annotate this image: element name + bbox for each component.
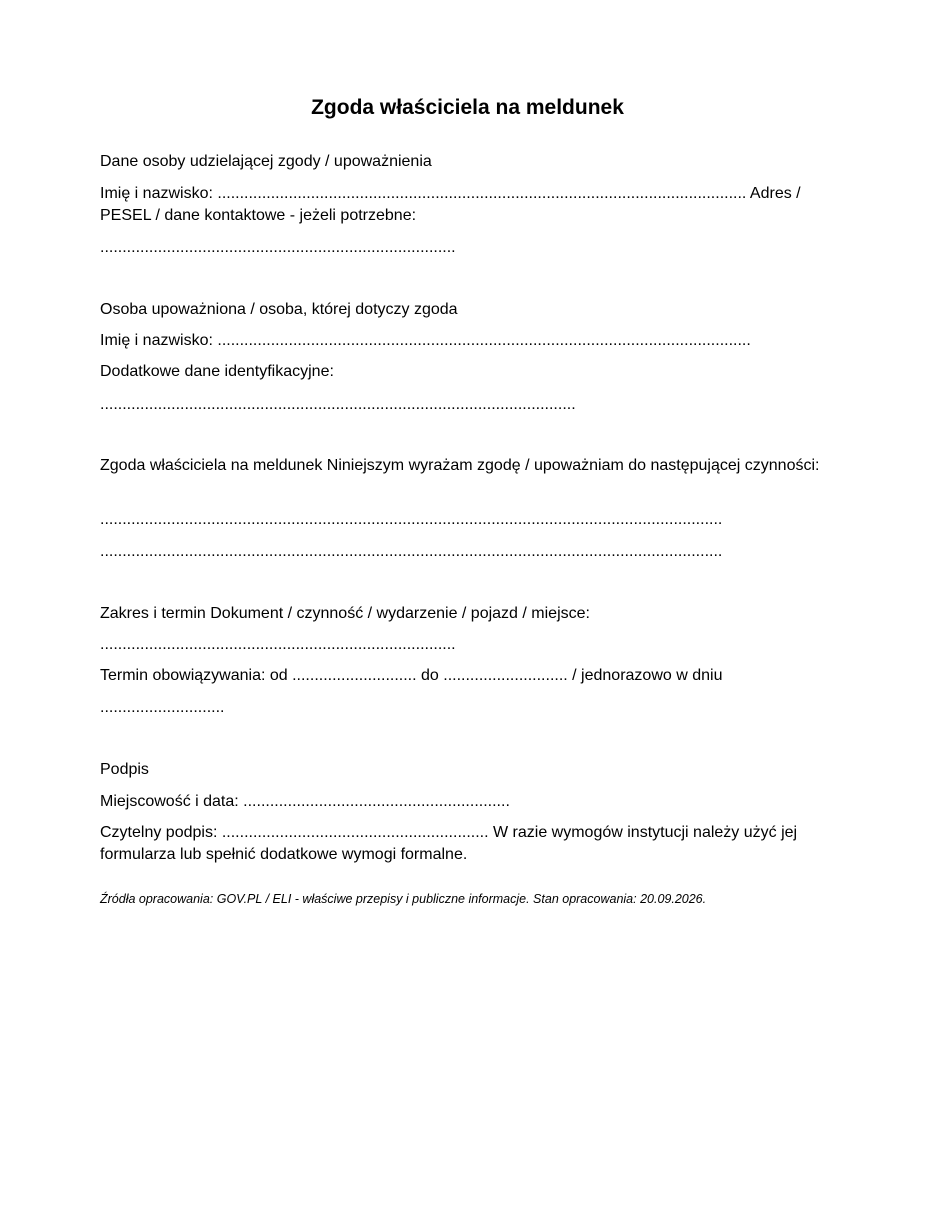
scope-heading: Zakres i termin Dokument / czynność / wydarzenie / pojazd / miejsce: xyxy=(100,605,590,622)
scope-dots: ................................................................................ xyxy=(100,636,456,653)
consent-statement: Zgoda właściciela na meldunek Niniejszym wyrażam zgodę / upoważniam do następującej czynności: xyxy=(100,457,820,474)
signature-field: Czytelny podpis: ............................................................ W razie wymogów instytucji należy użyć jej formularza lub spełnić dodatkowe wymogi formalne. xyxy=(100,824,798,863)
grantor-name-field: Imię i nazwisko: ....................................................................................................................... Adres / PESEL / dane kontaktowe - jeżeli potrzebne: xyxy=(100,185,801,224)
section-heading-authorized: Osoba upoważniona / osoba, której dotyczy zgoda xyxy=(100,301,458,318)
source-note: Źródła opracowania: GOV.PL / ELI - właściwe przepisy i publiczne informacje. Stan opracowania: 20.09.2026. xyxy=(100,892,707,906)
authorized-extra-dots: ........................................................................................................... xyxy=(100,396,576,413)
consent-dots-line-2: ............................................................................................................................................ xyxy=(100,543,723,560)
place-date-field: Miejscowość i data: ............................................................ xyxy=(100,793,510,810)
consent-dots-line-1: ............................................................................................................................................ xyxy=(100,511,723,528)
grantor-details-dots: ................................................................................ xyxy=(100,239,456,256)
authorized-name-field: Imię i nazwisko: ........................................................................................................................ xyxy=(100,332,751,349)
term-dots: ............................ xyxy=(100,699,225,716)
section-heading-grantor: Dane osoby udzielającej zgody / upoważnienia xyxy=(100,153,432,170)
signature-heading: Podpis xyxy=(100,761,149,778)
term-line: Termin obowiązywania: od ............................ do ............................ / jednorazowo w dniu xyxy=(100,667,723,684)
authorized-extra-label: Dodatkowe dane identyfikacyjne: xyxy=(100,363,334,380)
document-title: Zgoda właściciela na meldunek xyxy=(311,96,624,119)
